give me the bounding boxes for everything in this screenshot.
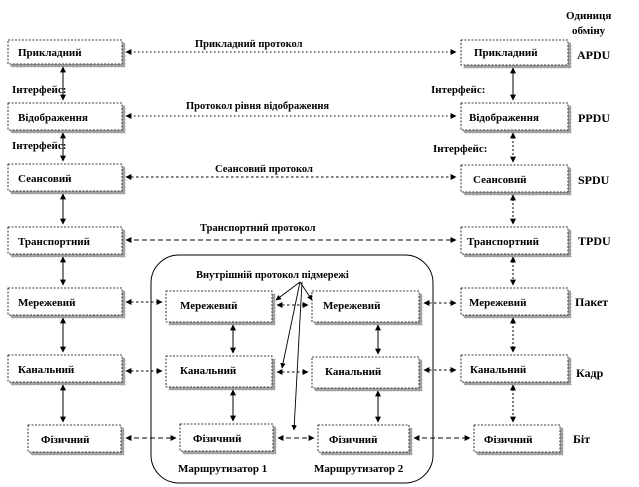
left-net-label: Мережевий [18, 297, 76, 309]
left-phys-box [28, 425, 121, 452]
router2-net-label: Мережевий [323, 300, 381, 312]
unit-frame: Кадр [576, 366, 604, 380]
router1-phys-label: Фізичний [193, 433, 242, 445]
subnet-arrow-link [282, 282, 300, 368]
unit-spdu: SPDU [578, 173, 610, 187]
subnet-callout-arrows [276, 282, 312, 430]
unit-tpdu: TPDU [578, 234, 611, 248]
router2-link-box [312, 357, 419, 388]
right-pres-box [461, 103, 568, 130]
router2-phys-label: Фізичний [329, 434, 378, 446]
unit-ppdu: PPDU [578, 111, 610, 125]
right-sess-box [461, 165, 568, 192]
right-link-box [461, 355, 568, 382]
right-link-label: Канальний [470, 364, 527, 376]
right-phys-label: Фізичний [484, 434, 533, 446]
app-protocol-label: Прикладний протокол [195, 39, 303, 50]
right-net-label: Мережевий [469, 297, 527, 309]
left-app-box [8, 40, 122, 64]
left-phys-label: Фізичний [41, 434, 90, 446]
left-trans-box [8, 227, 122, 254]
left-sess-label: Сеансовий [18, 173, 72, 185]
left-sess-box [8, 164, 122, 191]
left-pres-label: Відображення [18, 112, 88, 124]
router1-net-label: Мережевий [180, 300, 238, 312]
router1-net-box [166, 291, 272, 322]
unit-apdu: APDU [577, 48, 611, 62]
unit-packet: Пакет [575, 295, 609, 309]
router1-link-box [166, 356, 272, 387]
unit-header-line2: обміну [572, 25, 606, 37]
right-trans-label: Транспортний [467, 236, 539, 248]
sess-protocol-label: Сеансовий протокол [215, 164, 313, 175]
right-app-box [461, 40, 568, 65]
router2-caption: Маршрутизатор 2 [314, 463, 404, 475]
router1-link-label: Канальний [180, 365, 237, 377]
router2-link-label: Канальний [325, 366, 382, 378]
pres-protocol-label: Протокол рівня відображення [186, 101, 330, 112]
left-pres-box [8, 103, 122, 130]
subnet-protocol-label: Внутрішній протокол підмережі [196, 270, 349, 281]
right-interface-label-2: Інтерфейс: [433, 143, 488, 155]
left-link-label: Канальний [18, 364, 75, 376]
trans-protocol-label: Транспортний протокол [200, 223, 316, 234]
left-trans-label: Транспортний [18, 236, 90, 248]
left-net-box [8, 288, 122, 315]
left-app-label: Прикладний [18, 47, 82, 59]
right-pres-label: Відображення [469, 112, 539, 124]
router2-net-box [312, 291, 419, 322]
router1-caption: Маршрутизатор 1 [178, 463, 268, 475]
left-link-box [8, 355, 122, 382]
unit-header-line1: Одиниця [566, 10, 612, 22]
right-interface-label-1: Інтерфейс: [431, 84, 486, 96]
left-interface-label-1: Інтерфейс: [12, 84, 67, 96]
right-app-label: Прикладний [474, 47, 538, 59]
right-net-box [461, 288, 568, 315]
right-trans-box [461, 227, 568, 254]
right-sess-label: Сеансовий [473, 174, 527, 186]
right-phys-box [474, 425, 560, 452]
left-interface-label-2: Інтерфейс: [12, 140, 67, 152]
router2-phys-box [318, 425, 409, 452]
unit-bit: Біт [573, 432, 591, 446]
router1-phys-box [180, 424, 273, 451]
